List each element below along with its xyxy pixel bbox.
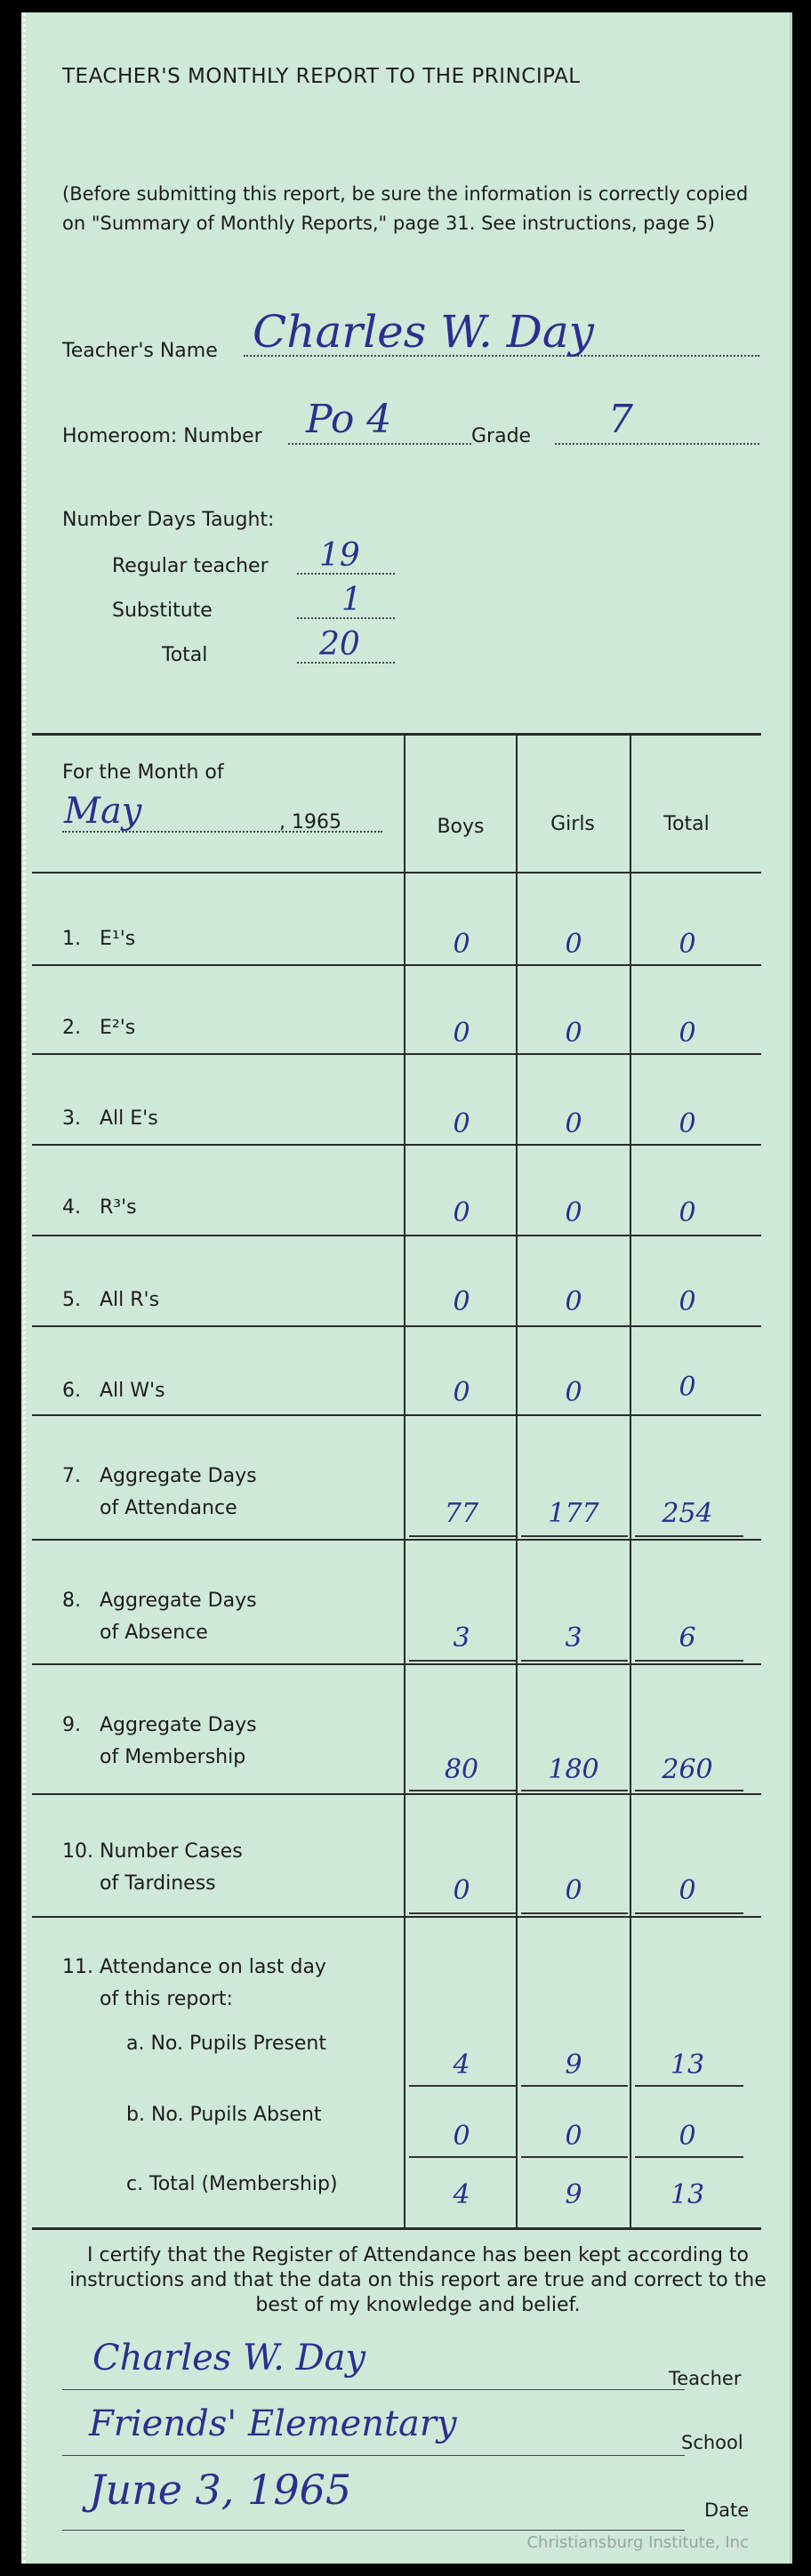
cell-line bbox=[635, 2085, 743, 2087]
regular-teacher-value: 19 bbox=[319, 537, 360, 574]
substitute-label: Substitute bbox=[112, 600, 213, 622]
month-value: May bbox=[64, 791, 142, 832]
total-days-label: Total bbox=[162, 644, 208, 666]
all-w-girls: 0 bbox=[565, 1377, 582, 1408]
cell-line bbox=[521, 1660, 628, 1662]
absence-boys: 3 bbox=[453, 1622, 470, 1654]
e1-total: 0 bbox=[679, 929, 696, 960]
col-divider-2 bbox=[516, 733, 518, 2227]
e2-boys: 0 bbox=[453, 1018, 470, 1049]
grade-value: 7 bbox=[608, 397, 633, 442]
teacher-name-value: Charles W. Day bbox=[253, 306, 594, 358]
row-label-membership: 9. Aggregate Days of Membership bbox=[62, 1714, 257, 1768]
header-girls: Girls bbox=[550, 813, 595, 835]
row-line bbox=[32, 1663, 761, 1665]
school-value: Friends' Elementary bbox=[89, 2403, 457, 2444]
perforation-edge bbox=[23, 12, 29, 2564]
cell-line bbox=[635, 1790, 743, 1791]
row-label-total-membership: c. Total (Membership) bbox=[126, 2173, 338, 2195]
total-membership-total: 13 bbox=[670, 2179, 705, 2210]
r3-girls: 0 bbox=[565, 1197, 582, 1228]
date-value: June 3, 1965 bbox=[89, 2466, 352, 2514]
cell-line bbox=[409, 2085, 516, 2087]
absent-boys: 0 bbox=[453, 2121, 470, 2152]
e2-girls: 0 bbox=[565, 1018, 582, 1049]
substitute-value: 1 bbox=[341, 582, 362, 618]
total-days-value: 20 bbox=[319, 626, 360, 663]
cell-line bbox=[635, 2156, 743, 2158]
row-label-pupils-present: a. No. Pupils Present bbox=[126, 2033, 326, 2055]
cell-line bbox=[521, 1535, 628, 1537]
watermark: Christiansburg Institute, Inc bbox=[526, 2533, 749, 2552]
table-top-border bbox=[32, 733, 761, 736]
month-label: For the Month of bbox=[62, 761, 224, 784]
cell-line bbox=[521, 1790, 628, 1791]
absent-girls: 0 bbox=[565, 2121, 582, 2152]
all-e-total: 0 bbox=[679, 1108, 696, 1139]
cell-line bbox=[521, 2085, 628, 2087]
homeroom-line bbox=[288, 443, 471, 445]
cell-line bbox=[521, 2156, 628, 2158]
row-line bbox=[32, 964, 761, 966]
row-label-all-w: 6. All W's bbox=[62, 1380, 165, 1402]
cell-line bbox=[635, 1660, 743, 1662]
grade-line bbox=[555, 443, 759, 445]
date-line bbox=[62, 2530, 685, 2531]
row-label-attendance: 7. Aggregate Days of Attendance bbox=[62, 1465, 257, 1519]
all-w-boys: 0 bbox=[453, 1377, 470, 1408]
row-line bbox=[32, 1053, 761, 1055]
row-label-tardiness: 10. Number Cases of Tardiness bbox=[62, 1840, 243, 1895]
cell-line bbox=[635, 1535, 743, 1537]
present-girls: 9 bbox=[565, 2049, 582, 2081]
row-line bbox=[32, 1144, 761, 1146]
all-e-girls: 0 bbox=[565, 1108, 582, 1139]
membership-boys: 80 bbox=[444, 1754, 479, 1785]
regular-teacher-label: Regular teacher bbox=[112, 555, 269, 577]
attendance-total: 254 bbox=[662, 1498, 713, 1529]
total-membership-girls: 9 bbox=[565, 2179, 582, 2210]
tardiness-girls: 0 bbox=[565, 1875, 582, 1906]
date-label: Date bbox=[704, 2500, 750, 2521]
header-boys: Boys bbox=[437, 816, 485, 838]
absence-girls: 3 bbox=[565, 1622, 582, 1654]
row-line bbox=[32, 1325, 761, 1327]
certification-text: I certify that the Register of Attendance has been kept according to instructions and that the data on this report are true and correct to the best of my knowledge and belief. bbox=[69, 2244, 767, 2316]
row-label-pupils-absent: b. No. Pupils Absent bbox=[126, 2104, 322, 2126]
cell-line bbox=[409, 2156, 516, 2158]
attendance-girls: 177 bbox=[548, 1498, 599, 1529]
row-line bbox=[32, 1793, 761, 1795]
row-line bbox=[32, 1414, 761, 1416]
all-r-total: 0 bbox=[679, 1286, 696, 1317]
homeroom-number-value: Po 4 bbox=[306, 397, 392, 442]
row-label-e1: 1. E¹'s bbox=[62, 928, 136, 950]
school-line bbox=[62, 2455, 685, 2456]
membership-total: 260 bbox=[662, 1754, 713, 1785]
e1-boys: 0 bbox=[453, 929, 470, 960]
e2-total: 0 bbox=[679, 1018, 696, 1049]
absence-total: 6 bbox=[679, 1622, 696, 1654]
membership-girls: 180 bbox=[548, 1754, 599, 1785]
report-form bbox=[21, 12, 792, 2564]
instructions-text: (Before submitting this report, be sure the information is correctly copied on "Summary of Monthly Reports," page 31. See instructions, page 5) bbox=[62, 183, 749, 234]
row-label-absence: 8. Aggregate Days of Absence bbox=[62, 1590, 257, 1644]
header-bottom-line bbox=[32, 872, 761, 873]
row-line bbox=[32, 1235, 761, 1236]
r3-total: 0 bbox=[679, 1197, 696, 1228]
table-bottom-border bbox=[32, 2227, 761, 2230]
total-membership-boys: 4 bbox=[453, 2179, 470, 2210]
present-boys: 4 bbox=[453, 2049, 470, 2081]
form-title: TEACHER'S MONTHLY REPORT TO THE PRINCIPAL bbox=[62, 65, 581, 88]
row-label-r3: 4. R³'s bbox=[62, 1196, 137, 1219]
row-label-all-r: 5. All R's bbox=[62, 1289, 160, 1311]
teacher-name-label: Teacher's Name bbox=[62, 340, 218, 362]
tardiness-total: 0 bbox=[679, 1875, 696, 1906]
homeroom-label: Homeroom: Number bbox=[62, 425, 262, 447]
cell-line bbox=[635, 1912, 743, 1914]
teacher-signature: Charles W. Day bbox=[92, 2338, 366, 2379]
attendance-boys: 77 bbox=[444, 1498, 479, 1529]
cell-line bbox=[521, 1912, 628, 1914]
cell-line bbox=[409, 1912, 516, 1914]
all-r-girls: 0 bbox=[565, 1286, 582, 1317]
e1-girls: 0 bbox=[565, 929, 582, 960]
row-line bbox=[32, 1916, 761, 1918]
row-label-all-e: 3. All E's bbox=[62, 1107, 158, 1130]
all-w-total: 0 bbox=[679, 1372, 696, 1403]
r3-boys: 0 bbox=[453, 1197, 470, 1228]
present-total: 13 bbox=[670, 2049, 705, 2081]
teacher-signature-line bbox=[62, 2389, 685, 2390]
tardiness-boys: 0 bbox=[453, 1875, 470, 1906]
row-label-e2: 2. E²'s bbox=[62, 1017, 136, 1039]
cell-line bbox=[409, 1790, 516, 1791]
year-value: , 1965 bbox=[279, 811, 341, 833]
row-line bbox=[32, 1539, 761, 1541]
cell-line bbox=[409, 1660, 516, 1662]
grade-label: Grade bbox=[471, 425, 532, 447]
row-label-last-day: 11. Attendance on last day of this report: bbox=[62, 1956, 326, 2010]
cell-line bbox=[409, 1535, 516, 1537]
teacher-signature-label: Teacher bbox=[669, 2368, 742, 2389]
school-label: School bbox=[681, 2432, 743, 2453]
absent-total: 0 bbox=[679, 2121, 696, 2152]
days-taught-label: Number Days Taught: bbox=[62, 509, 275, 531]
all-r-boys: 0 bbox=[453, 1286, 470, 1317]
col-divider-3 bbox=[630, 733, 631, 2227]
header-total: Total bbox=[663, 813, 710, 835]
all-e-boys: 0 bbox=[453, 1108, 470, 1139]
col-divider-1 bbox=[404, 733, 406, 2227]
